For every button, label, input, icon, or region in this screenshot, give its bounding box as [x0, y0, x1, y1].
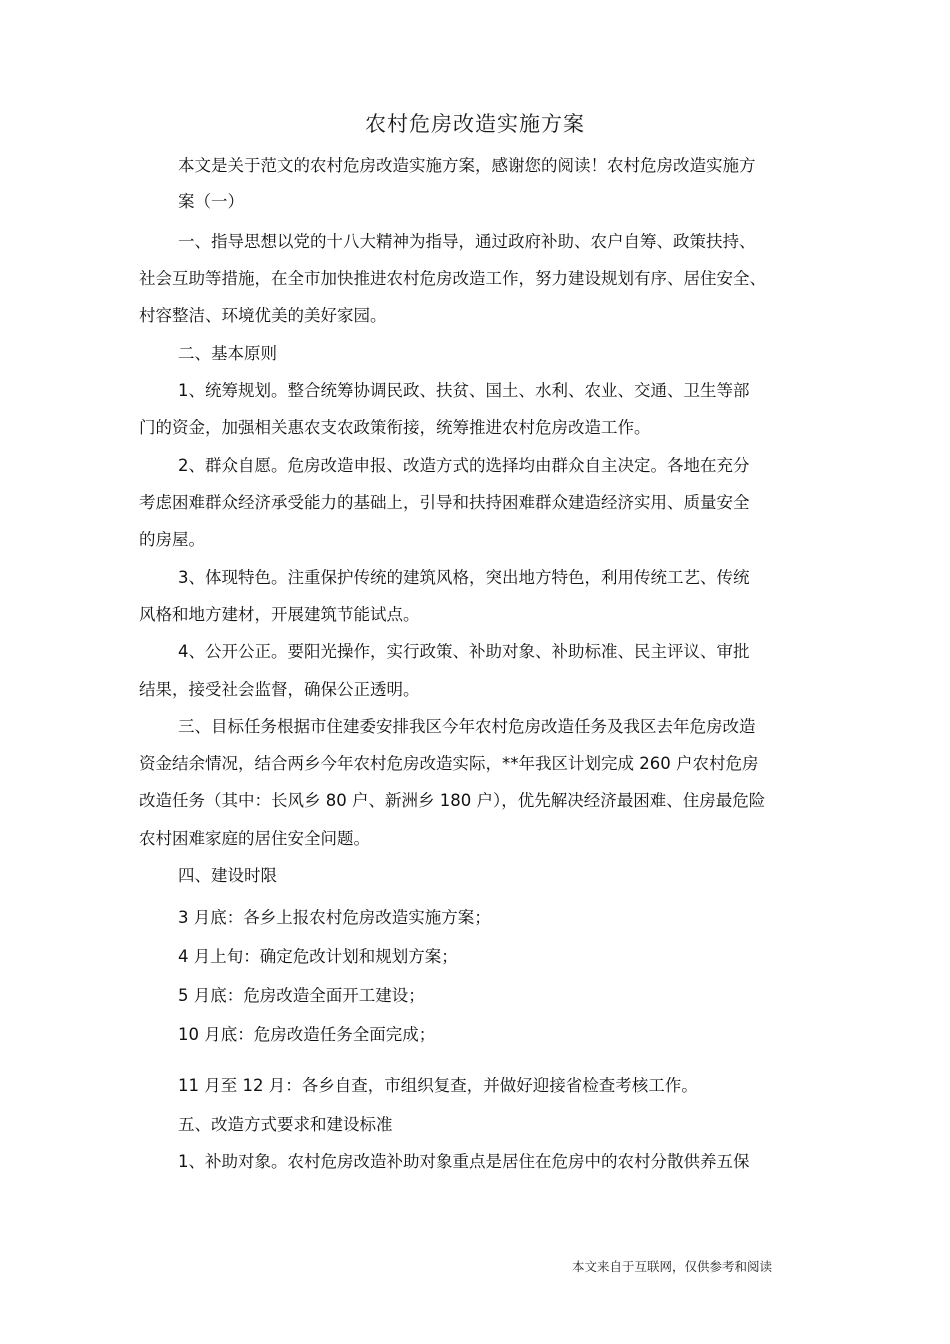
document-title: 农村危房改造实施方案 — [365, 112, 585, 136]
body-line: 本文是关于范文的农村危房改造实施方案，感谢您的阅读！农村危房改造实施方 — [178, 156, 756, 175]
body-line: 农村困难家庭的居住安全问题。 — [139, 829, 370, 848]
section-heading: 二、基本原则 — [178, 344, 277, 363]
body-line: 村容整洁、环境优美的美好家园。 — [139, 306, 387, 325]
body-line: 风格和地方建材，开展建筑节能试点。 — [139, 605, 420, 624]
section-heading: 五、改造方式要求和建设标准 — [178, 1115, 393, 1134]
body-line: 的房屋。 — [139, 530, 205, 549]
body-line: 资金结余情况，结合两乡今年农村危房改造实际，**年我区计划完成 260 户农村危房 — [139, 754, 759, 773]
section-heading: 四、建设时限 — [178, 866, 277, 885]
body-line: 结果，接受社会监督，确保公正透明。 — [139, 680, 420, 699]
body-line: 案（一） — [178, 192, 244, 211]
schedule-item: 11 月至 12 月：各乡自查，市组织复查，并做好迎接省检查考核工作。 — [178, 1076, 698, 1095]
body-line: 门的资金，加强相关惠农支农政策衔接，统筹推进农村危房改造工作。 — [139, 418, 651, 437]
schedule-item: 10 月底：危房改造任务全面完成； — [178, 1025, 436, 1044]
body-line: 3、体现特色。注重保护传统的建筑风格，突出地方特色，利用传统工艺、传统 — [178, 568, 750, 587]
body-line: 改造任务（其中：长风乡 80 户、新洲乡 180 户），优先解决经济最困难、住房最危险 — [139, 791, 766, 810]
body-line: 一、指导思想以党的十八大精神为指导，通过政府补助、农户自筹、政策扶持、 — [178, 232, 756, 251]
body-line: 社会互助等措施，在全市加快推进农村危房改造工作，努力建设规划有序、居住安全、 — [139, 269, 766, 288]
body-line: 1、补助对象。农村危房改造补助对象重点是居住在危房中的农村分散供养五保 — [178, 1152, 750, 1171]
schedule-item: 3 月底：各乡上报农村危房改造实施方案； — [178, 908, 491, 927]
body-line: 三、目标任务根据市住建委安排我区今年农村危房改造任务及我区去年危房改造 — [178, 717, 756, 736]
schedule-item: 4 月上旬：确定危改计划和规划方案； — [178, 947, 458, 966]
body-line: 1、统筹规划。整合统筹协调民政、扶贫、国土、水利、农业、交通、卫生等部 — [178, 381, 750, 400]
body-line: 2、群众自愿。危房改造申报、改造方式的选择均由群众自主决定。各地在充分 — [178, 456, 750, 475]
schedule-item: 5 月底：危房改造全面开工建设； — [178, 986, 425, 1005]
body-line: 考虑困难群众经济承受能力的基础上，引导和扶持困难群众建造经济实用、质量安全 — [139, 493, 750, 512]
footer-note: 本文来自于互联网，仅供参考和阅读 — [572, 1259, 773, 1274]
body-line: 4、公开公正。要阳光操作，实行政策、补助对象、补助标准、民主评议、审批 — [178, 642, 750, 661]
